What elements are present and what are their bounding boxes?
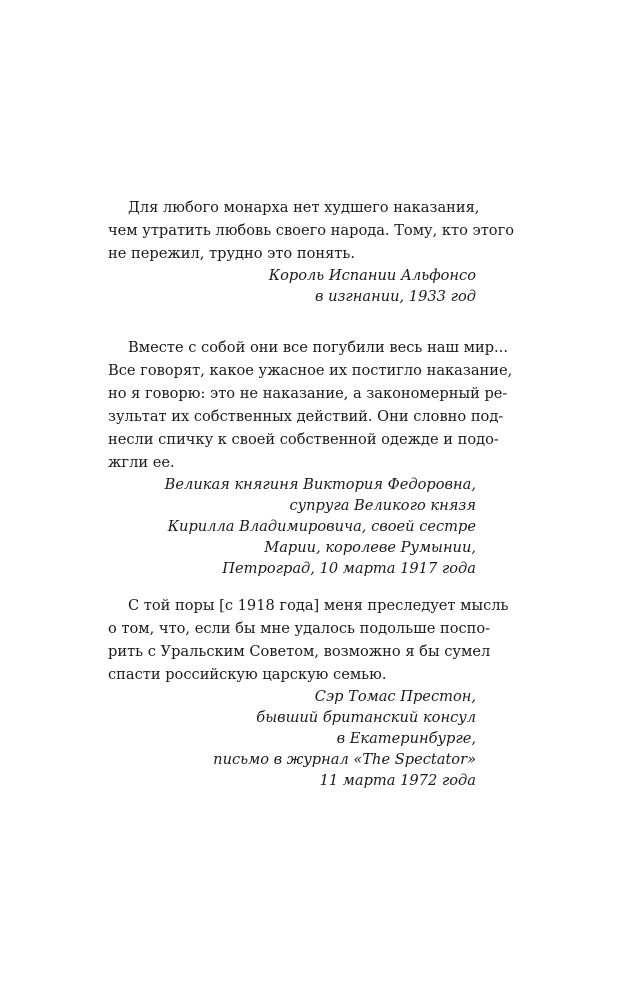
quote-line: рить с Уральским Советом, возможно я бы сумел [108, 643, 491, 660]
attribution-line: Король Испании Альфонсо [268, 267, 476, 284]
quote [108, 196, 515, 265]
attribution-line: в изгнании, 1933 год [314, 288, 476, 305]
attribution [108, 474, 476, 579]
quote-line: Вместе с собой они все погубили весь наш мир... [128, 339, 508, 356]
quote-line: о том, что, если бы мне удалось подольше поспо- [108, 620, 491, 637]
attribution-line: Петроград, 10 марта 1917 года [222, 560, 476, 577]
attribution-line: Кирилла Владимировича, своей сестре [167, 518, 476, 535]
attribution-line: супруга Великого князя [289, 497, 476, 514]
quote-line: Все говорят, какое ужасное их постигло наказание, [108, 362, 513, 379]
quote [108, 336, 513, 474]
quote-line: чем утратить любовь своего народа. Тому, кто этого [108, 222, 515, 239]
attribution-line: Сэр Томас Престон, [314, 688, 476, 705]
quote-line: спасти российскую царскую семью. [108, 666, 387, 683]
attribution-line: Великая княгиня Виктория Федоровна, [164, 476, 476, 493]
attribution [108, 265, 476, 307]
quote [108, 594, 509, 686]
quote-line: С той поры [с 1918 года] меня преследует мысль [128, 597, 509, 614]
attribution-line: бывший британский консул [256, 709, 476, 726]
quote-line: Для любого монарха нет худшего наказания, [128, 199, 480, 216]
quote-line: зультат их собственных действий. Они словно под- [108, 408, 504, 425]
attribution-line: в Екатеринбурге, [336, 730, 476, 747]
quote-line: несли спичку к своей собственной одежде и подо- [108, 431, 499, 448]
quote-line: не пережил, трудно это понять. [108, 245, 355, 262]
attribution-line: письмо в журнал «The Spectator» [213, 751, 476, 768]
attribution [108, 686, 476, 791]
attribution-line: 11 марта 1972 года [319, 772, 476, 789]
quote-line: но я говорю: это не наказание, а закономерный ре- [108, 385, 508, 402]
attribution-line: Марии, королеве Румынии, [264, 539, 476, 556]
epigraph-thomas-preston [108, 594, 509, 791]
quote-line: жгли ее. [108, 454, 175, 471]
epigraph-alfonso [108, 196, 515, 307]
epigraph-victoria-fedorovna [108, 336, 513, 579]
